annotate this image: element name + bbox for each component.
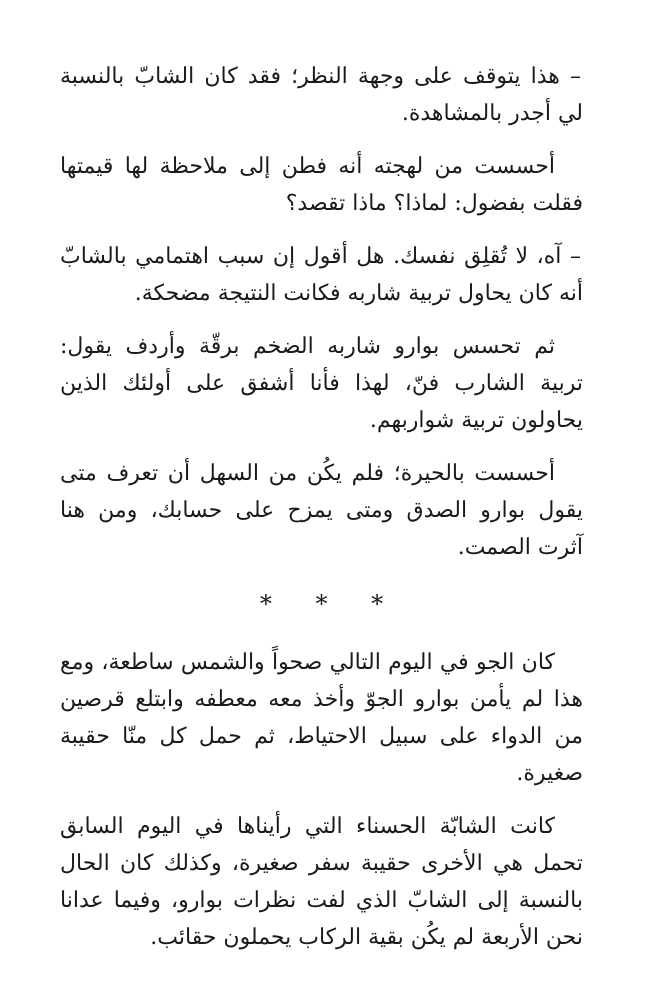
paragraph: أحسست من لهجته أنه فطن إلى ملاحظة لها قيمتها فقلت بفضول: لماذا؟ ماذا تقصد؟ [60,154,583,216]
section-divider: * * * [259,590,402,618]
paragraph: أحسست بالحيرة؛ فلم يكُن من السهل أن تعرف متى يقول بوارو الصدق ومتى يمزح على حسابك، ومن هنا آثرت الصمت. [60,461,583,560]
paragraph: ثم تحسس بوارو شاربه الضخم برقّة وأردف يقول: تربية الشارب فنّ، لهذا فأنا أشفق على أولئك الذين يحاولون تربية شواربهم. [60,334,583,433]
paragraph: كان الجو في اليوم التالي صحواً والشمس ساطعة، ومع هذا لم يأمن بوارو الجوّ وأخذ معه معطفه وابتلع قرصين من الدواء على سبيل الاحتياط، ثم حمل كل منّا حقيبة صغيرة. [60,650,583,786]
paragraph: كانت الشابّة الحسناء التي رأيناها في اليوم السابق تحمل هي الأخرى حقيبة سفر صغيرة، وكذلك كان الحال بالنسبة إلى الشابّ الذي لفت نظرات بوارو، وفيما عدانا نحن الأربعة لم يكُن بقية الركاب يحملون حقائب. [60,814,583,950]
book-page [60,58,583,1000]
paragraph: – آه، لا تُقلِق نفسك. هل أقول إن سبب اهتمامي بالشابّ أنه كان يحاول تربية شاربه فكانت النتيجة مضحكة. [60,244,583,306]
paragraph: – هذا يتوقف على وجهة النظر؛ فقد كان الشابّ بالنسبة لي أجدر بالمشاهدة. [60,64,583,126]
